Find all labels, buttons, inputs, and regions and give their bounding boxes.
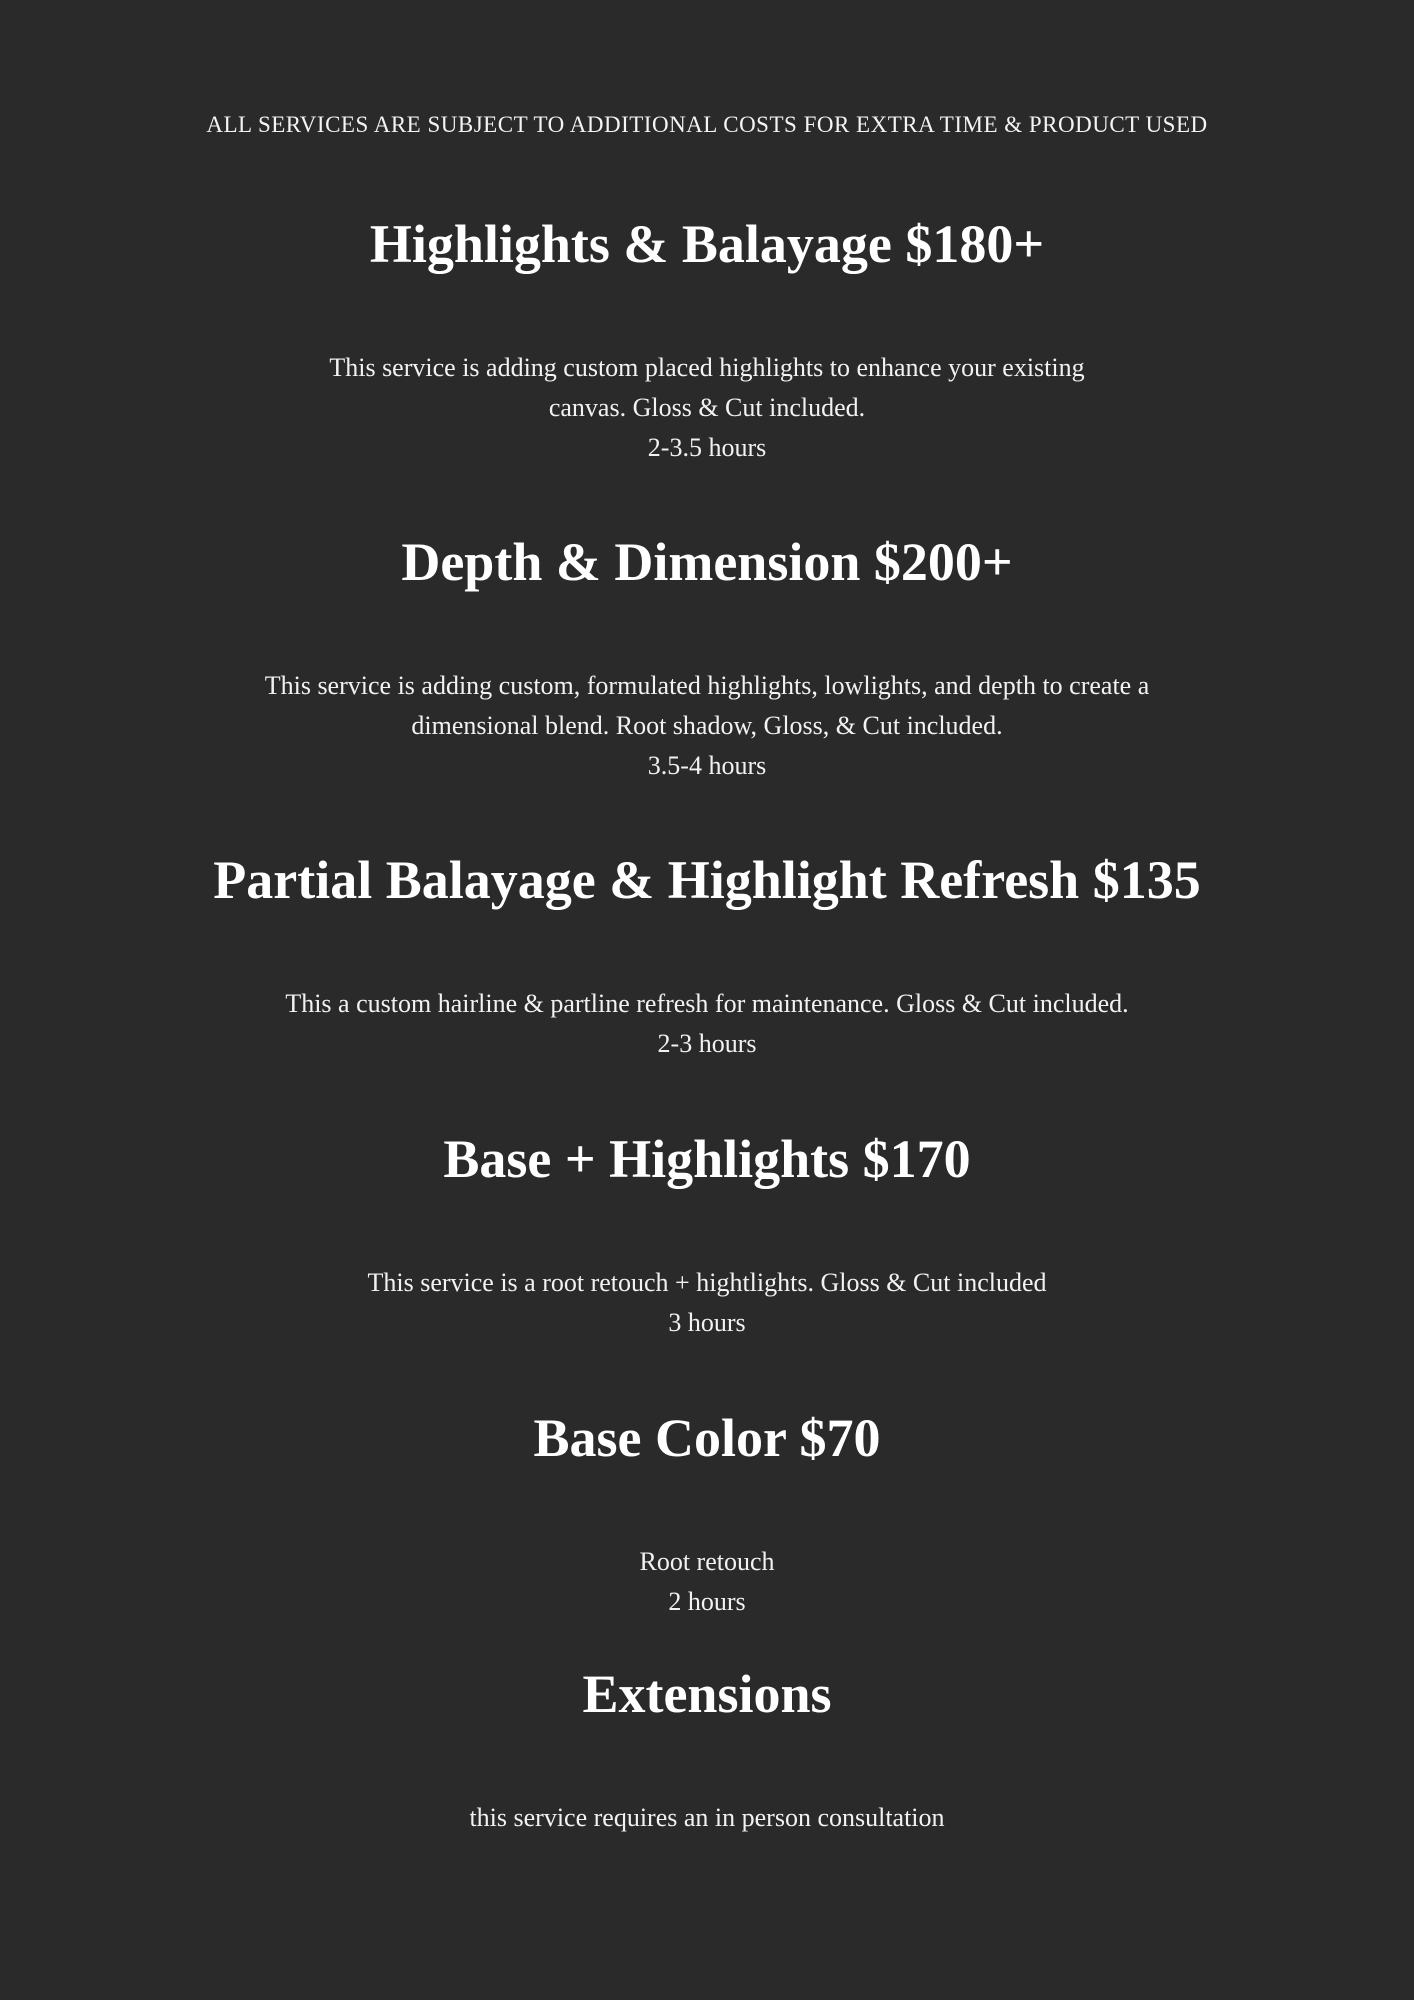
service-title: Base Color $70 (533, 1408, 881, 1468)
service-description (0, 1263, 1414, 1343)
service-description (0, 1542, 1414, 1622)
service-description (0, 348, 1414, 468)
service-title: Extensions (582, 1664, 832, 1724)
service-description-line: this service requires an in person consultation (469, 1803, 945, 1832)
service-duration: 3 hours (668, 1308, 746, 1337)
service-description-line: This service is a root retouch + hightlights. Gloss & Cut included (367, 1268, 1047, 1297)
service-duration: 2 hours (668, 1587, 746, 1616)
service-duration: 2-3.5 hours (647, 433, 767, 462)
service-title: Depth & Dimension $200+ (401, 532, 1013, 592)
service-extensions (0, 1662, 1414, 1838)
service-description (0, 1798, 1414, 1838)
service-title: Base + Highlights $170 (443, 1129, 971, 1189)
service-partial-balayage (0, 848, 1414, 1064)
service-description (0, 666, 1414, 786)
service-description-line: dimensional blend. Root shadow, Gloss, & Cut included. (411, 711, 1003, 740)
service-title: Partial Balayage & Highlight Refresh $135 (213, 850, 1201, 910)
service-description (0, 984, 1414, 1064)
service-description-line: This service is adding custom, formulated highlights, lowlights, and depth to create a (264, 671, 1150, 700)
service-base-highlights (0, 1127, 1414, 1343)
service-duration: 2-3 hours (657, 1029, 757, 1058)
service-description-line: Root retouch (639, 1547, 775, 1576)
service-title: Highlights & Balayage $180+ (369, 214, 1045, 274)
service-description-line: canvas. Gloss & Cut included. (548, 393, 866, 422)
service-highlights-balayage (0, 212, 1414, 468)
service-description-line: This service is adding custom placed highlights to enhance your existing (329, 353, 1085, 382)
pricing-notice: ALL SERVICES ARE SUBJECT TO ADDITIONAL COSTS FOR EXTRA TIME & PRODUCT USED (206, 112, 1208, 137)
service-base-color (0, 1406, 1414, 1622)
service-duration: 3.5-4 hours (647, 751, 767, 780)
service-depth-dimension (0, 530, 1414, 786)
service-description-line: This a custom hairline & partline refresh for maintenance. Gloss & Cut included. (285, 989, 1129, 1018)
